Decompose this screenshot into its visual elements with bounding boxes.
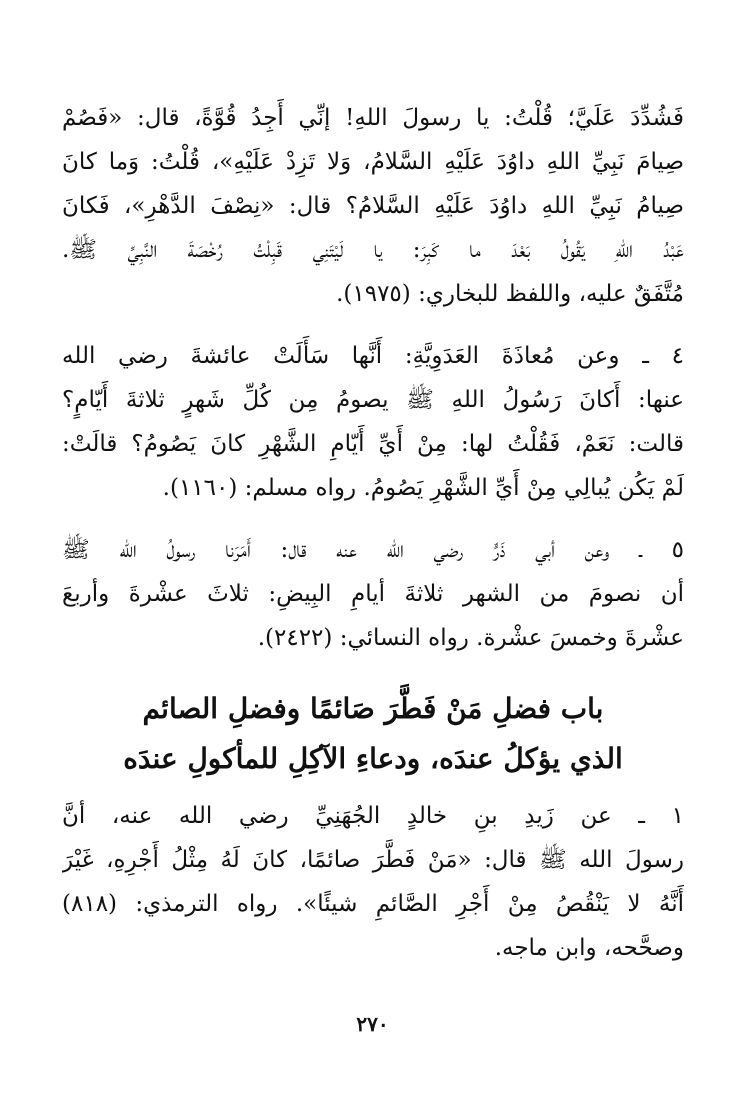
text-line: عشْرةَ وخمسَ عشْرة. رواه النسائي: (٢٤٢٢). [257, 625, 684, 651]
text-line: ١ ـ عن زَيدِ بنِ خالدٍ الجُهَنِيِّ رضي الله عنه، أنَّ [62, 803, 684, 829]
chapter-heading [62, 684, 684, 784]
page-number: ٢٧٠ [356, 1012, 389, 1036]
text-line: عَبْدُ اللهِ يَقُولُ بَعْدَ ما كَبِرَ: يا لَيْتَنِي قَبِلْتُ رُخْصَةَ النَّبِيِّ ﷺ. [62, 237, 684, 263]
text-line: لَمْ يَكُن يُبالِي مِنْ أَيِّ الشَّهْرِ يَصُومُ. رواه مسلم: (١١٦٠). [162, 475, 684, 501]
text-line: وصحَّحه، وابن ماجه. [494, 935, 684, 961]
text-line: صِيامُ نَبِيِّ اللهِ داوُدَ عَلَيْهِ السَّلامُ؟ قال: «نِصْفَ الدَّهْرِ»، فَكانَ [62, 193, 684, 219]
hadith-paragraph-4 [62, 334, 684, 510]
hadith-paragraph-1 [62, 794, 684, 970]
text-line: عنها: أَكانَ رَسُولُ اللهِ ﷺ يصومُ مِن كُلِّ شَهرٍ ثلاثةَ أَيّامٍ؟ [62, 387, 684, 413]
heading-line-2: الذي يؤكلُ عندَه، ودعاءِ الآكِلِ للمأكولِ عندَه [123, 742, 623, 775]
hadith-paragraph-5 [62, 528, 684, 660]
text-line: ٤ ـ وعن مُعاذَةَ العَدَوِيَّةِ: أَنَّها سَأَلَتْ عائشةَ رضي الله [62, 343, 684, 369]
text-line: صِيامَ نَبِيِّ اللهِ داوُدَ عَلَيْهِ السَّلامُ، وَلا تَزِدْ عَلَيْهِ»، قُلْتُ: وَما كانَ [62, 149, 684, 175]
text-line: أن نصومَ من الشهر ثلاثةَ أيامِ البِيضِ: ثلاثَ عشْرةَ وأربعَ [62, 581, 684, 607]
text-line: رسولَ الله ﷺ قال: «مَنْ فَطَّرَ صائمًا، كانَ لَهُ مِثْلُ أَجْرِهِ، غَيْرَ [62, 847, 684, 873]
text-line: مُتَّفَقٌ عليه، واللفظ للبخاري: (١٩٧٥). [336, 281, 684, 307]
text-line: قالت: نَعَمْ، فَقُلْتُ لها: مِنْ أَيِّ أَيّامِ الشَّهْرِ كانَ يَصُومُ؟ قالَتْ: [62, 431, 684, 457]
text-line: ٥ ـ وعن أبي ذَرٍّ رضي الله عنه قال: أَمَرَنا رسولُ الله ﷺ [62, 537, 684, 563]
text-line: أَنَّهُ لا يَنْقُصُ مِنْ أَجْرِ الصَّائمِ شيئًا». رواه الترمذي: (٨١٨) [62, 891, 684, 917]
heading-line-1: باب فضلِ مَنْ فَطَّرَ صَائمًا وفضلِ الصائم [142, 692, 604, 725]
hadith-paragraph-continuation [62, 96, 684, 316]
page-body [62, 96, 684, 988]
text-line: فَشُدِّدَ عَلَيَّ؛ قُلْتُ: يا رسولَ اللهِ! إنِّي أَجِدُ قُوَّةً، قال: «فَصُمْ [62, 105, 684, 131]
